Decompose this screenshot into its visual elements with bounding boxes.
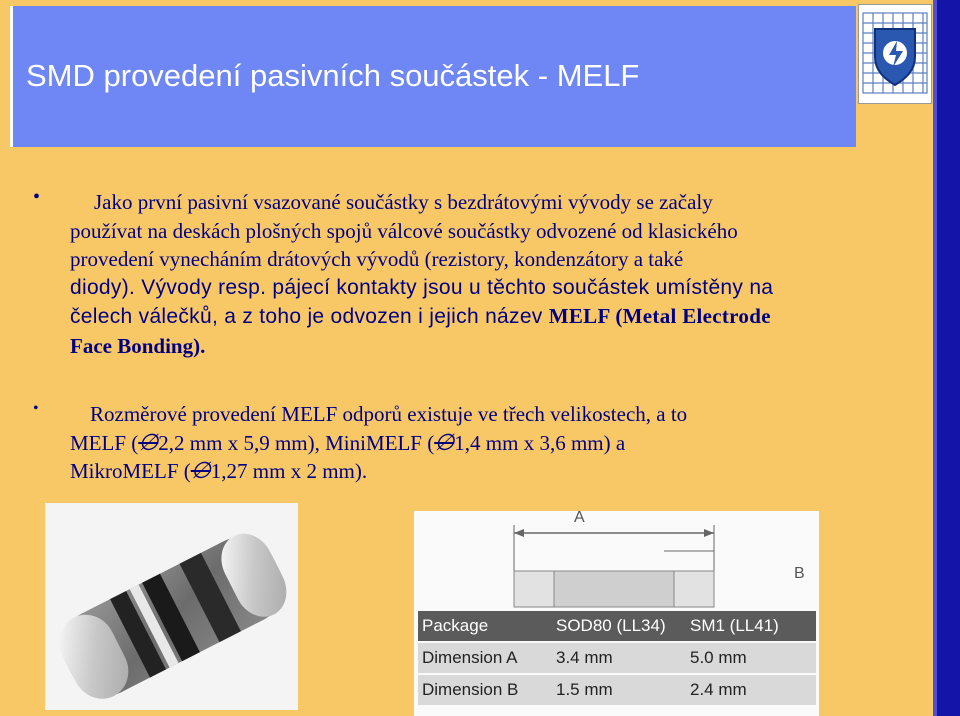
text-line [70, 429, 930, 458]
text-segment: MELF ( [70, 430, 139, 455]
table-header-cell: Package [422, 616, 489, 635]
text-line: Face Bonding). [70, 333, 206, 358]
dimension-label-b: B [794, 565, 805, 582]
university-logo [858, 4, 932, 104]
text-line: používat na deskách plošných spojů válcové součástky odvozené od klasického [70, 218, 738, 243]
text-line: Jako první pasivní vsazované součástky s bezdrátovými vývody se začaly [94, 190, 713, 214]
right-edge-band [933, 0, 960, 716]
table-cell: 5.0 mm [690, 648, 747, 667]
text-segment-bold: MELF (Metal Electrode [548, 304, 771, 329]
bullet-marker: • [33, 186, 41, 208]
paragraph-melf-intro [70, 188, 930, 361]
bullet-marker: • [33, 400, 39, 417]
text-segment: čelech válečků, a z toho je odvozen i jejich název [70, 305, 549, 329]
text-segment: 2,2 mm x 5,9 mm), MiniMELF ( [158, 430, 435, 455]
text-line [70, 302, 930, 332]
table-cell: 3.4 mm [556, 648, 613, 667]
right-edge-highlight [933, 0, 937, 716]
table-header-cell: SOD80 (LL34) [556, 616, 666, 635]
text-segment: MikroMELF ( [70, 459, 191, 484]
text-line [70, 457, 930, 486]
table-row [418, 675, 816, 705]
dimension-label-a: A [574, 509, 585, 526]
diameter-symbol: ∅ [190, 458, 211, 484]
crest-icon [859, 5, 931, 103]
table-row [418, 643, 816, 673]
slide-title: SMD provedení pasivních součástek - MELF [26, 58, 640, 93]
text-line: provedení vynecháním drátových vývodů (rezistory, kondenzátory a také [70, 247, 684, 272]
table-header-cell: SM1 (LL41) [690, 616, 779, 635]
table-cell: 2.4 mm [690, 680, 747, 699]
text-line: diody). Vývody resp. pájecí kontakty jsou u těchto součástek umístěny na [70, 275, 774, 299]
melf-resistor-photo [45, 503, 298, 710]
diameter-symbol: ∅ [434, 429, 455, 455]
text-segment: 1,4 mm x 3,6 mm) a [454, 430, 626, 455]
text-segment: 1,27 mm x 2 mm). [210, 459, 368, 484]
dimension-drawing [414, 511, 819, 611]
paragraph-melf-sizes [70, 400, 930, 486]
table-cell: Dimension A [422, 648, 518, 667]
text-line: Rozměrové provedení MELF odporů existuje ve třech velikostech, a to [90, 402, 688, 426]
table-header-row [418, 611, 816, 641]
table-cell: Dimension B [422, 680, 519, 699]
diameter-symbol: ∅ [138, 429, 159, 455]
table-cell: 1.5 mm [556, 680, 613, 699]
